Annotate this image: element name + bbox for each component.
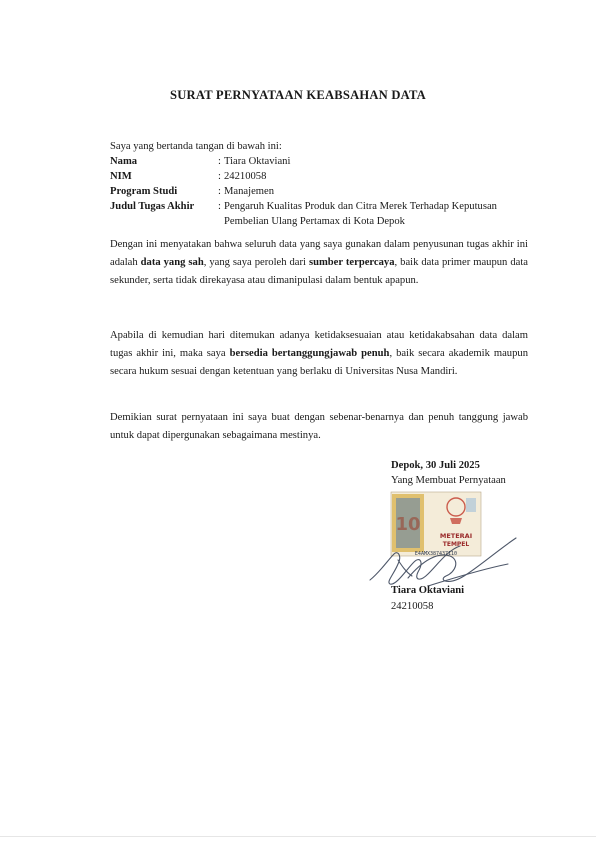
paragraph-text: , yang saya peroleh dari: [203, 257, 309, 268]
stamp-serial: E4AMX387437110: [414, 551, 458, 557]
paragraph-emphasis: bersedia bertanggungjawab penuh: [229, 348, 390, 359]
paragraph-text: Apabila di kemudian hari ditemukan adanya ketidaksesuaian atau ketidakabsahan data dalam tugas akhir ini, maka saya: [110, 330, 528, 359]
field-label: Nama: [110, 156, 138, 167]
signature-name: Tiara Oktaviani: [391, 585, 465, 596]
paragraph-emphasis: data yang sah: [140, 257, 204, 268]
field-row-nim: [110, 169, 524, 184]
field-separator: :: [218, 171, 221, 182]
field-separator: :: [218, 156, 221, 167]
signature-nim: 24210058: [391, 601, 434, 612]
scan-edge-divider: [0, 836, 596, 837]
stamp-signature: [368, 490, 528, 598]
identity-table: [110, 154, 524, 229]
field-separator: :: [218, 186, 221, 197]
field-separator: :: [218, 201, 221, 212]
intro-text: Saya yang bertanda tangan di bawah ini:: [110, 141, 282, 152]
field-row-nama: [110, 154, 524, 169]
field-value: Manajemen: [224, 186, 275, 197]
stamp-label-2: TEMPEL: [442, 541, 470, 548]
field-label: Program Studi: [110, 186, 178, 197]
paragraph-text: Dengan ini menyatakan bahwa seluruh data yang saya gunakan dalam penyusunan tugas akhir ini adalah: [110, 239, 528, 268]
paragraph-responsibility: [110, 327, 528, 381]
document-title: SURAT PERNYATAAN KEABSAHAN DATA: [170, 88, 426, 102]
field-label: Judul Tugas Akhir: [110, 201, 195, 212]
field-value: Pengaruh Kualitas Produk dan Citra Merek Terhadap Keputusan Pembelian Ulang Pertamax di Kota Depok: [224, 201, 497, 227]
svg-text:10: 10: [395, 514, 421, 535]
signature-role: Yang Membuat Pernyataan: [391, 475, 506, 486]
paragraph-statement: [110, 236, 528, 290]
paragraph-emphasis: sumber terpercaya: [308, 257, 395, 268]
field-value: Tiara Oktaviani: [224, 156, 291, 167]
paragraph-text: , baik secara akademik maupun secara hukum sesuai dengan ketentuan yang berlaku di Universitas Nusa Mandiri.: [110, 348, 528, 377]
field-value: 24210058: [224, 171, 267, 182]
paragraph-text: , baik data primer maupun data sekunder, serta tidak direkayasa atau dimanipulasi dalam bentuk apapun.: [110, 257, 528, 286]
paragraph-closing: Demikian surat pernyataan ini saya buat dengan sebenar-benarnya dan penuh tanggung jawab untuk dapat dipergunakan sebagaimana mestinya.: [110, 412, 528, 441]
signature-place-date: Depok, 30 Juli 2025: [391, 460, 480, 471]
stamp-label-1: METERAI: [439, 532, 473, 540]
meterai-stamp-icon: [391, 492, 481, 557]
field-row-program-studi: [110, 184, 524, 199]
field-label: NIM: [110, 171, 132, 182]
field-row-judul: [110, 199, 524, 229]
